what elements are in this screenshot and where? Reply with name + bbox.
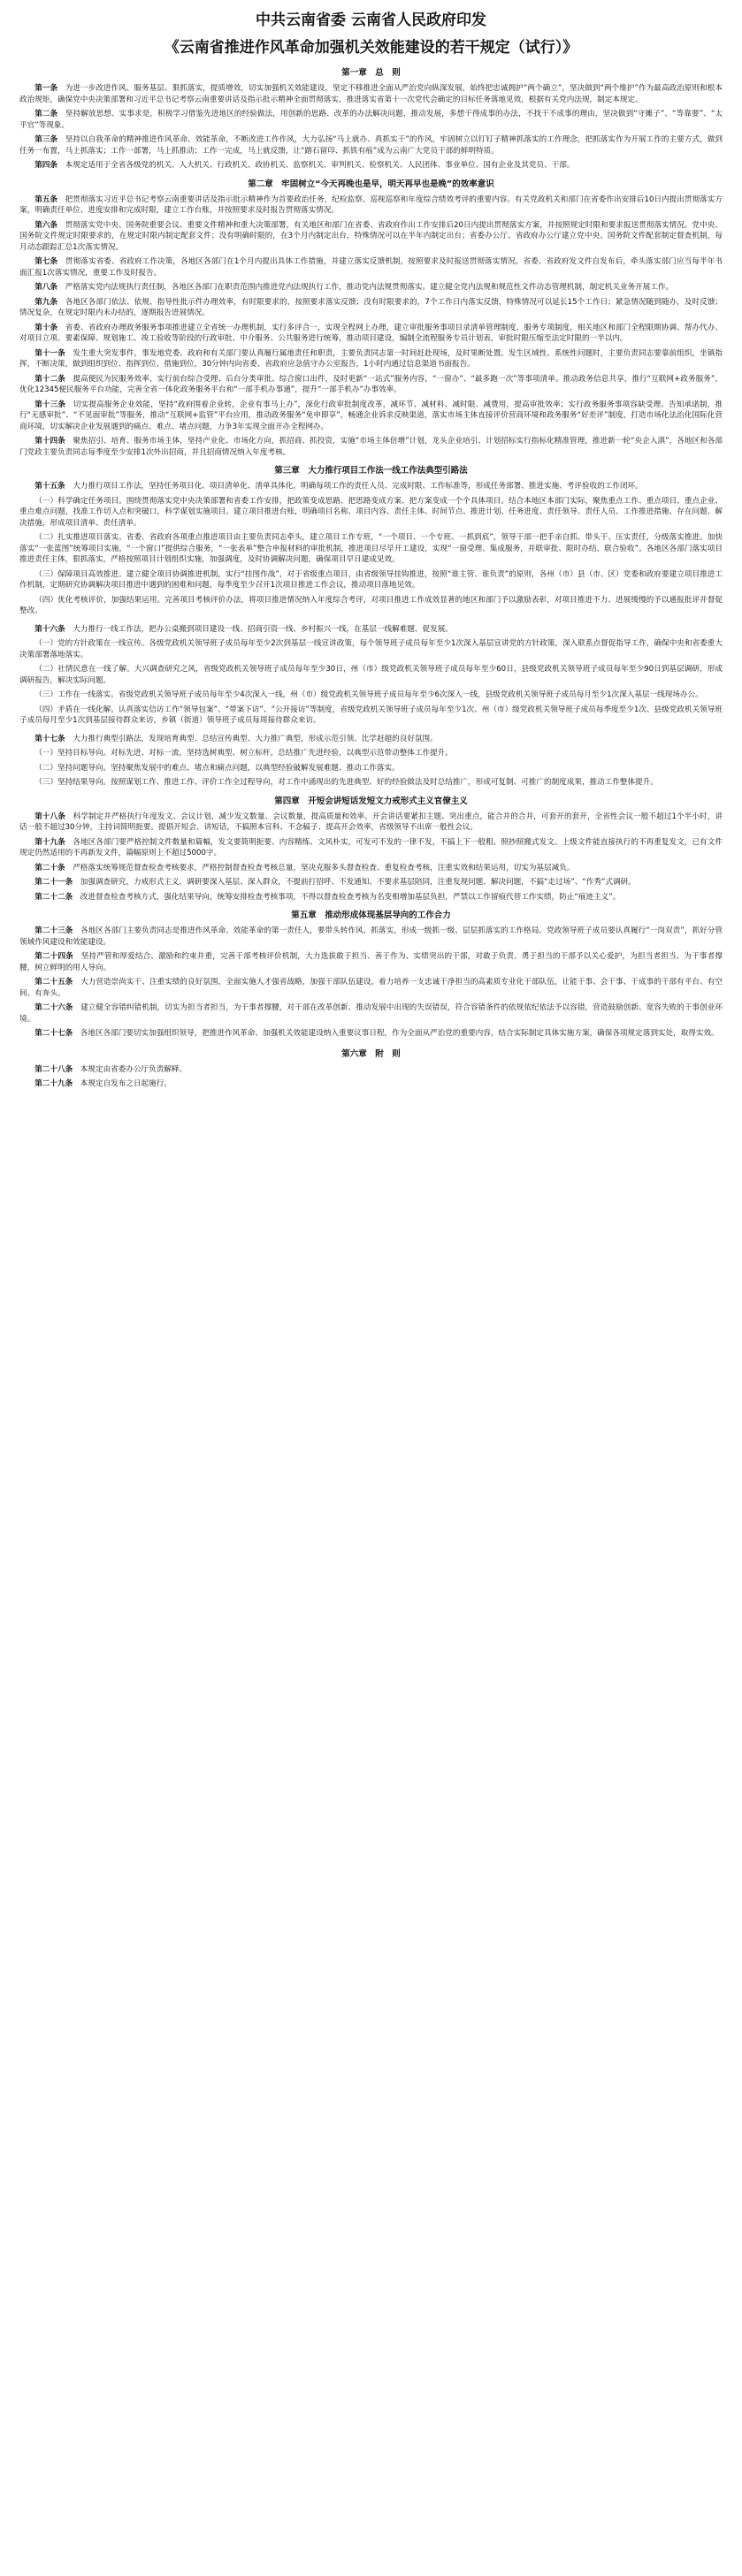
article-label: 第十八条	[34, 812, 65, 821]
article-paragraph	[19, 951, 723, 973]
article-gap	[57, 84, 65, 93]
article-gap	[73, 1003, 80, 1012]
article-gap	[73, 893, 80, 902]
article-text: 切实提高服务企业效能，坚持“政府围着企业转，企业有事马上办”，深化行政审批制度改革，减环节、减材料、减时限、减费用，提高审批效率；实行政务服务事项容缺受理、告知承诺制，推行“无感审批”、“不见面审批”等服务，推动“互联网+监管”平台应用，推动政务服务“免申即享”，畅通企业诉求反映渠道，落实市场主体直接评价营商环境和政务服务“好差评”制度，打造市场化法治化国际化营商环境，切实解决企业发展遇到的痛点、难点、堵点问题，力争3年实现全面开办全程网办。	[19, 400, 723, 431]
article-label: 第一条	[34, 84, 58, 93]
article-label: 第十二条	[34, 374, 65, 384]
article-label: 第三条	[34, 135, 58, 144]
article-text: 各地区各部门要切实加强组织领导，把推进作风革命、加强机关效能建设纳入重要议事日程，作为全面从严治党的重要内容，结合实际制定具体实施方案，确保各项规定落到实处，取得实效。	[80, 1029, 719, 1038]
article-text: 各地区各部门要严格控制文件数量和篇幅，发文要简明扼要、内容精练、文风朴实，可发可不发的一律不发，不搞上下一般粗、照抄照搬式发文。上级文件能直接执行的不再重复发文，已有文件规定仍然适用的不再新发文件，篇幅原则上不超过5000字。	[19, 837, 723, 857]
article-text: 本规定适用于全省各级党的机关、人大机关、行政机关、政协机关、监察机关、审判机关、检察机关、人民团体、事业单位、国有企业及其党员、干部。	[65, 161, 575, 170]
article-gap	[73, 1065, 80, 1074]
article-label: 第二十六条	[34, 1003, 73, 1012]
article-paragraph	[19, 374, 723, 396]
chapter-heading: 第一章 总 则	[341, 68, 401, 78]
article-gap	[65, 735, 73, 743]
article-label: 第二十二条	[34, 892, 73, 902]
article-label: 第十五条	[34, 482, 65, 491]
article-label: 第二十八条	[34, 1064, 73, 1074]
article-text: 加强调查研究，力戒形式主义，调研要深入基层、深入群众，不提前打招呼、不发通知、不要求基层陪同，注重发现问题、解决问题，不搞“走过场”、“作秀”式调研。	[80, 878, 636, 887]
article-gap	[57, 221, 65, 230]
article-gap	[57, 135, 65, 144]
article-text: 贯彻落实省委、省政府工作决策，各地区各部门在1个月内提出具体工作措施，并建立落实反馈机制，按照要求及时报送贯彻落实情况。省委、省政府发文件自发布后，牵头落实部门应当每半年书面汇报1次落实情况，重要工作及时报告。	[19, 257, 723, 278]
article-paragraph	[19, 194, 723, 217]
article-text: 贯彻落实党中央、国务院重要会议、重要文件精神和重大决策部署，有关地区和部门在省委、省政府作出工作安排后20日内提出贯彻落实方案，并按照规定时限和要求报送贯彻落实情况。党中央、国务院文件规定时限要求的，在规定时限内制定配套文件；没有明确时限的，在3个月内制定出台，特殊情况可以在半年内制定出台；省委办公厅、省政府办公厅建立党中央、国务院文件配套制定督查机制，每月动态跟踪汇总1次落实情况。	[19, 220, 723, 252]
article-label: 第五条	[34, 194, 58, 204]
article-paragraph	[19, 892, 723, 903]
list-item: （一）科学确定任务项目。围绕贯彻落实党中央决策部署和省委工作安排，把政策变成思路、把思路变成方案、把方案变成一个个具体项目。结合本地区本部门实际，聚焦重点工作、重点项目、重点企业、重点难点问题，找准工作切入点和突破口，科学谋划实施项目。建立项目推进台账，明确项目名称、项目内容、责任主体、时间节点、推进计划、任务进度、责任领导、责任人员、工作推进措施、存在问题、解决措施，形成项目清单、责任清单。	[19, 496, 723, 528]
article-label: 第九条	[34, 297, 58, 307]
article-paragraph	[19, 160, 723, 171]
article-label: 第二十三条	[34, 926, 73, 935]
article-label: 第十七条	[34, 734, 65, 743]
article-text: 严格落实党内法规执行责任制，各地区各部门在职责范围内推进党内法规执行工作，推动党内法规贯彻落实。建立健全党内法规和规范性文件动态管理机制，制定机关业务开展工作。	[65, 283, 674, 292]
list-item: （三）工作在一线落实。省级党政机关领导班子成员每年至少4次深入一线，州（市）级党政机关领导班子成员每年至少6次深入一线，县级党政机关领导班子成员每月至少1次深入基层一线现场办公。	[34, 690, 703, 699]
article-paragraph	[19, 83, 723, 105]
list-item: （三）保障项目高效推进。建立健全项目协调推进机制，实行“挂图作战”，对于省级重点项目，由省级领导挂钩推进，按照“谁主管、谁负责”的原则，各州（市）县（市、区）党委和政府要建立项目推进工作机制，定期研究协调解决项目推进中遇到的困难和问题，每季度至少召开1次项目推进工作会议，推动项目落地见效。	[19, 569, 723, 590]
chapter-heading: 第五章 推动形成体现基层导向的工作合力	[291, 911, 451, 920]
article-text: 科学制定并严格执行年度发文、会议计划，减少发文数量、会议数量，提高质量和效率。开会讲话要紧扣主题、突出重点，能合并的合并，可套开的套开，全省性会议一般不超过1个半小时，讲话一般不超过30分钟，主持词简明扼要。提倡开短会、讲短话，不搞照本宣科、不念稿子、提高开会效率，省级领导不出席一般性会议。	[19, 812, 723, 832]
article-text: 发生重大突发事件，事发地党委、政府和有关部门要认真履行属地责任和职责，主要负责同志第一时间赶赴现场，及时果断处置。发生区域性、系统性问题时，主要负责同志要靠前组织，坐镇指挥，不断决策，做到组织到位、指挥到位、措施到位，30分钟内向省委、省政府应急值守办公室报告，1小时内通过信息渠道书面报告。	[19, 348, 723, 369]
article-text: 大力推行一线工作法，把办公桌搬到项目建设一线、招商引资一线、乡村振兴一线，在基层一线解难题、促发展。	[73, 624, 453, 634]
article-label: 第二条	[34, 110, 58, 118]
article-gap	[57, 257, 65, 266]
list-item: （一）坚持目标导向。对标先进、对标一流，坚持选树典型、树立标杆，总结推广先进经验，以典型示范带动整体工作提升。	[34, 749, 453, 758]
article-paragraph	[19, 1064, 723, 1076]
article-label: 第十条	[34, 323, 58, 332]
article-label: 第六条	[34, 220, 58, 230]
article-gap	[73, 952, 81, 961]
article-text: 大力营造崇尚实干、注重实绩的良好氛围，全面实施人才强省战略，加强干部队伍建设，着力培养一支忠诚干净担当的高素质专业化干部队伍，让能干事、会干事、干成事的干部有平台、有空间、有奔头。	[19, 978, 723, 998]
list-item: （二）社情民意在一线了解。大兴调查研究之风，省级党政机关领导班子成员每年至少30日，州（市）级党政机关领导班子成员每年至少60日，县级党政机关领导班子成员每年至少90日到基层调研，形成调研报告，解决实际问题。	[19, 665, 723, 685]
article-text: 本规定自发布之日起施行。	[80, 1079, 172, 1088]
article-paragraph	[19, 812, 723, 834]
article-gap	[65, 625, 73, 634]
chapter-heading: 第二章 牢固树立“今天再晚也是早，明天再早也是晚”的效率意识	[248, 179, 494, 189]
article-gap	[73, 878, 80, 887]
article-gap	[57, 195, 65, 204]
article-gap	[57, 298, 65, 307]
article-paragraph	[19, 837, 723, 859]
article-gap	[57, 324, 65, 332]
article-label: 第十九条	[34, 837, 65, 847]
article-gap	[65, 812, 73, 821]
article-paragraph	[19, 348, 723, 370]
article-text: 坚持以自我革命的精神推进作风革命、效能革命，不断改进工作作风，大力弘扬“马上就办、真抓实干”的作风，牢固树立以钉钉子精神抓落实的工作理念，把抓落实作为开展工作的主要方式，做到任务一布置，马上抓落实；工作一部署，马上抓推动；工作一完成，马上就反馈，让“踏石留印、抓铁有痕”成为云南广大党员干部的鲜明特质。	[19, 135, 723, 156]
list-item: （四）矛盾在一线化解。认真落实信访工作“领导包案”、“带案下访”、“公开接访”等制度，省级党政机关领导班子成员每年至少1次、州（市）级党政机关领导班子成员每季度至少1次、县级党政机关领导班子成员每月至少1次到基层接待群众来访，乡镇（街道）领导班子成员每周接待群众来访。	[19, 705, 723, 725]
article-paragraph	[19, 734, 723, 745]
article-text: 大力推行项目工作法，坚持任务项目化、项目清单化、清单具体化，明确每项工作的责任人员、完成时限、工作标准等，形成任务部署、推进实施、考评验收的工作闭环。	[73, 482, 643, 491]
article-text: 提高便民为民服务效率，实行前台综合受理、后台分类审批、综合窗口出件，及时更新“一站式”服务内容，“一窗办”、“最多跑一次”等事项清单。推动政务信息共享，推行“互联网+政务服务”，优化12345便民服务平台功能，完善全省一体化政务服务平台和“一部手机办事通”，提升“一部手机办”办事效率。	[19, 374, 723, 394]
issuer-line: 中共云南省委 云南省人民政府印发	[256, 11, 486, 29]
article-paragraph	[19, 926, 723, 948]
article-paragraph	[19, 282, 723, 293]
article-text: 坚持严管和厚爱结合、激励和约束并重，完善干部考核评价机制，大力选拔敢于担当、善于作为、实绩突出的干部，对敢于负责、勇于担当的干部予以关心爱护，为担当者担当、为干事者撑腰，树立鲜明的用人导向。	[19, 952, 723, 972]
article-label: 第十一条	[34, 348, 65, 358]
article-text: 坚持解放思想、实事求是，积极学习借鉴先进地区的经验做法，用创新的思路、改革的办法解决问题，推动发展，多想干得成事的办法，不找干不成事的理由，坚决做到“守摊子”、“等靠要”、“太平官”等现象。	[19, 110, 723, 130]
article-text: 为进一步改进作风、服务基层、狠抓落实，提质增效，切实加强机关效能建设，坚定不移推进全面从严治党向纵深发展，始终把忠诚拥护“两个确立”，坚决做到“两个维护”作为最高政治原则和根本政治规矩，确保党中央决策部署和习近平总书记考察云南重要讲话及指示批示精神全面贯彻落实，推进落实省第十一次党代会确定的目标任务落地见效，根据有关党内法规，制定本规定。	[19, 84, 723, 104]
article-label: 第二十一条	[34, 878, 73, 887]
article-text: 各地区各部门依法、依规、指导性批示件办理效率，有时限要求的，按照要求落实反馈；没有时限要求的，7个工作日内落实反馈，特殊情况可以延长15个工作日；紧急情况随到随办，及时反馈；情况复杂，在规定时限内未办结的，逐期报告进展情况。	[19, 297, 723, 317]
article-label: 第十三条	[34, 400, 66, 409]
article-gap	[65, 482, 73, 491]
article-gap	[57, 110, 65, 118]
chapter-heading: 第三章 大力推行项目工作法一线工作法典型引路法	[274, 466, 468, 476]
article-paragraph	[19, 863, 723, 874]
article-text: 建立健全容错纠错机制，切实为担当者担当，为干事者撑腰，对干部在改革创新、推动发展中出现的失误错误，符合容错条件的依规依纪依法予以容错，营造鼓励创新、宽容失败的干事创业环境。	[19, 1003, 723, 1024]
article-gap	[73, 1079, 80, 1088]
article-paragraph	[19, 481, 723, 492]
article-paragraph	[19, 977, 723, 999]
article-gap	[57, 283, 65, 292]
document-body	[19, 67, 723, 1090]
article-label: 第四条	[34, 161, 57, 170]
document-header	[19, 11, 723, 58]
list-item: （二）扎实推进项目落实。省委、省政府各项重点推进项目由主要负责同志牵头，建立项目工作专班，“一个项目、一个专班、一抓到底”，领导干部一把手亲自抓、带头干、压实责任，分级落实推进。加快落实“一张蓝图”统筹项目实施，“一个窗口”提供综合服务，“一张表单”整合申报材料的审批机制，推进项目尽早开工建设，实现“一窗受理、集成服务，并联审批、限时办结、联合验收”。各地区各部门落实项目推进责任主体，狠抓落实，严格按照项目计划组织实施，加强调度，及时协调解决问题，确保项目早日建成见效。	[19, 533, 723, 564]
article-label: 第二十七条	[34, 1029, 73, 1038]
article-text: 严格落实统筹规范督查检查考核要求，严格控制督查检查考核总量，坚决克服多头督查检查、重复检查考核，注重实效和结果运用，切实为基层减负。	[73, 863, 575, 873]
article-text: 本规定由省委办公厅负责解释。	[80, 1064, 187, 1074]
chapter-heading: 第六章 附 则	[341, 1048, 401, 1059]
article-paragraph	[19, 1002, 723, 1025]
article-paragraph	[19, 297, 723, 319]
article-text: 省委、省政府办理政务服务事项推进建立全省统一办理机制，实行多评合一，实现全程网上办理，建立审批服务事项目录清单管理制度，服务专项制度，相关地区和部门全程限期协调、帮办代办、对项目立项、要素保障、规划施工、竣工验收等阶段的行政审批、中介服务、公共服务进行统筹，推动项目建设，编制全流程服务专员计划表，审批时限压缩至法定时限的一半以内。	[19, 323, 723, 343]
article-label: 第二十五条	[34, 978, 73, 987]
article-label: 第十六条	[34, 624, 65, 634]
article-label: 第十四条	[34, 437, 65, 446]
article-gap	[65, 864, 73, 873]
list-item: （四）优化考核评价，加强结果运用。完善项目考核评价办法，将项目推进情况纳入年度综合考评，对项目推进工作成效显著的地区和部门予以激励表彰，对项目推进不力、进展缓慢的予以通报批评并督促整改。	[19, 595, 723, 615]
article-gap	[73, 1029, 80, 1038]
article-label: 第八条	[34, 283, 57, 292]
article-gap	[57, 161, 65, 170]
article-paragraph	[19, 436, 723, 458]
article-paragraph	[19, 220, 723, 254]
article-text: 大力推行典型引路法，发现培育典型、总结宣传典型、大力推广典型，形成示范引领、比学赶超的良好氛围。	[73, 734, 438, 743]
article-text: 把贯彻落实习近平总书记考察云南重要讲话及指示批示精神作为首要政治任务，纪检监察、巡视巡察和年度综合绩效考评的重要内容。有关党政机关和部门在省委作出安排后10日内提出贯彻落实方案，明确责任单位、进度安排和完成时限，建立工作台账，并按照要求及时报告贯彻落实情况。	[19, 194, 723, 215]
article-label: 第二十条	[34, 863, 65, 873]
article-gap	[65, 400, 73, 409]
article-label: 第七条	[34, 257, 58, 266]
chapter-heading: 第四章 开短会讲短话发短文力戒形式主义官僚主义	[274, 796, 468, 806]
article-gap	[73, 978, 80, 987]
document-title: 《云南省推进作风革命加强机关效能建设的若干规定（试行）》	[164, 39, 578, 57]
list-item: （二）坚持问题导向。坚持聚焦发展中的难点、堵点和痛点问题，以典型经验破解发展难题、推动工作落实。	[34, 763, 400, 773]
article-text: 聚焦招引、培育、服务市场主体，坚持产业化、市场化方向，抓招商、抓投资，实施“市场主体倍增”计划，龙头企业培引、计划招标实行指标化精准管理，推进新一轮“央企入滇”，各地区和各部门党政主要负责同志每季度至少安排1次外出招商，并且招商情况纳入年度考核。	[19, 437, 723, 457]
article-paragraph	[19, 1078, 723, 1090]
article-label: 第二十四条	[34, 952, 73, 961]
article-paragraph	[19, 1028, 723, 1040]
list-item: （三）坚持结果导向。按照谋划工作、推进工作、评价工作全过程导向，对工作中涌现出的先进典型、好的经验做法及时总结推广，形成可复制、可推广的制度成果，推动工作整体提升。	[34, 778, 658, 787]
article-text: 各地区各部门主要负责同志是推进作风革命、效能革命的第一责任人，要带头转作风、抓落实，形成一级抓一级、层层抓落实的工作格局。党政领导班子成员要认真履行“一岗双责”，抓好分管领域作风建设和效能建设。	[19, 926, 723, 947]
article-paragraph	[19, 624, 723, 636]
article-paragraph	[19, 109, 723, 131]
article-paragraph	[19, 877, 723, 888]
article-paragraph	[19, 323, 723, 345]
article-gap	[73, 926, 80, 935]
list-item: （一）党的方针政策在一线宣传。各级党政机关领导班子成员每年至少2次到基层一线宣讲政策，每个领导班子成员每年至少1次深入基层宣讲党的方针政策，深入联系点督促指导工作，确保中央和省委重大决策部署落地落实。	[19, 639, 723, 659]
article-paragraph	[19, 134, 723, 156]
article-paragraph	[19, 400, 723, 433]
article-paragraph	[19, 256, 723, 278]
article-text: 改进督查检查考核方式，强化结果导向，统筹安排检查考核事项，不得以督查检查考核为名变相增加基层负担，严禁以工作留痕代替工作实绩，防止“痕迹主义”。	[80, 892, 621, 902]
article-label: 第二十九条	[34, 1079, 73, 1088]
